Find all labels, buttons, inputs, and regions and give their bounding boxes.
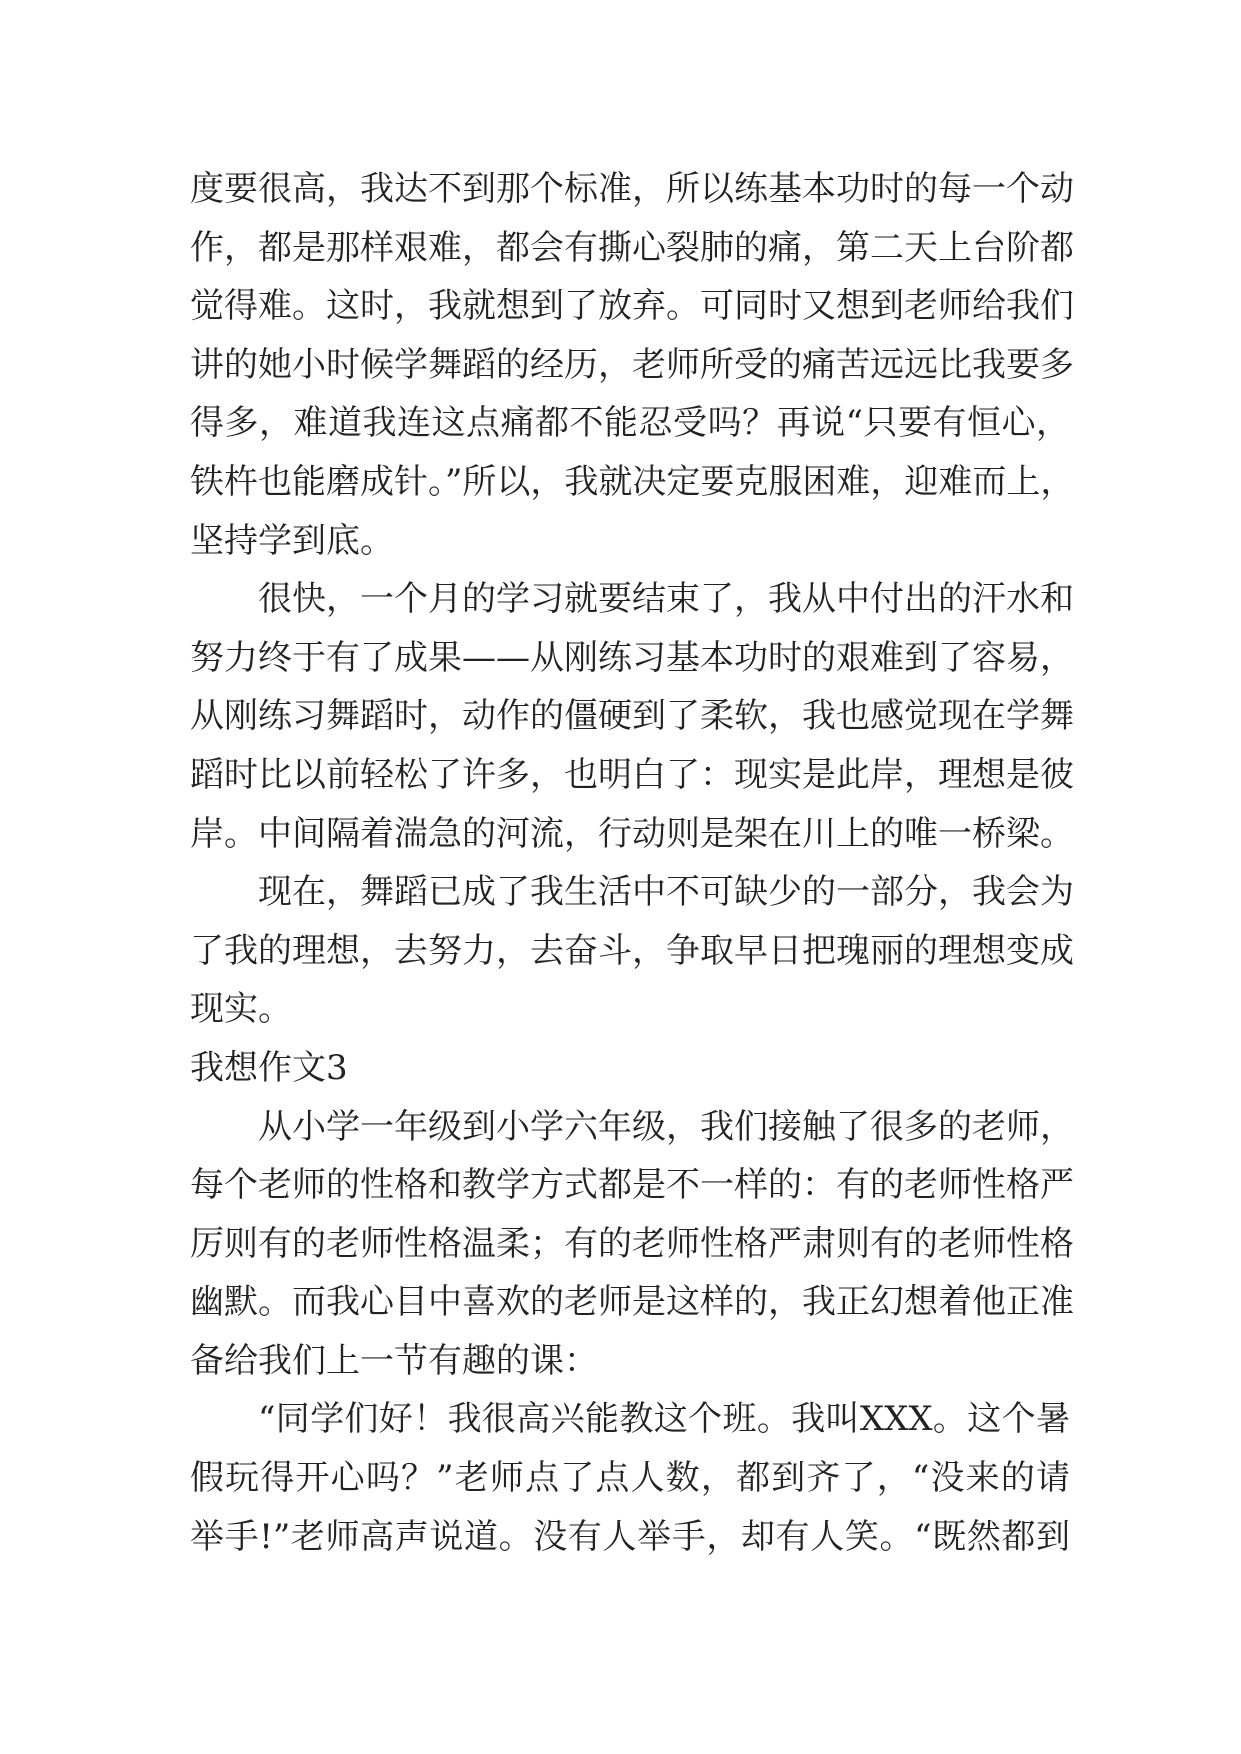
paragraph-first-line: 很快，一个月的学习就要结束了，我从中付出的汗水和 xyxy=(258,579,1074,620)
paragraph-last-line: 坚持学到底。 xyxy=(190,520,394,561)
text-line: 了我的理想，去努力，去奋斗，争取早日把瑰丽的理想变成 xyxy=(190,930,1074,971)
document-body xyxy=(190,160,1075,1566)
text-line: 铁杵也能磨成针。”所以，我就决定要克服困难，迎难而上， xyxy=(190,461,1075,502)
paragraph-last-line: 备给我们上一节有趣的课： xyxy=(190,1340,598,1381)
text-line: 厉则有的老师性格温柔；有的老师性格严肃则有的老师性格 xyxy=(190,1223,1074,1264)
paragraph-last-line: 现实。 xyxy=(190,989,292,1030)
text-line: 努力终于有了成果——从刚练习基本功时的艰难到了容易， xyxy=(190,637,1074,678)
paragraph-first-line: 现在，舞蹈已成了我生活中不可缺少的一部分，我会为 xyxy=(258,872,1074,913)
text-line: 蹈时比以前轻松了许多，也明白了：现实是此岸，理想是彼 xyxy=(190,754,1074,795)
paragraph-first-line: “同学们好！我很高兴能教这个班。我叫XXX。这个暑 xyxy=(258,1399,1070,1440)
text-line: 每个老师的性格和教学方式都是不一样的：有的老师性格严 xyxy=(190,1165,1074,1206)
text-line: 假玩得开心吗？”老师点了点人数，都到齐了，“没来的请 xyxy=(190,1458,1070,1499)
text-line: 度要很高，我达不到那个标准，所以练基本功时的每一个动 xyxy=(190,169,1074,209)
paragraph-first-line: 从小学一年级到小学六年级，我们接触了很多的老师， xyxy=(258,1106,1074,1147)
text-line: 得多，难道我连这点痛都不能忍受吗？再说“只要有恒心， xyxy=(190,403,1070,444)
text-line: 觉得难。这时，我就想到了放弃。可同时又想到老师给我们 xyxy=(190,286,1074,327)
text-line: 作，都是那样艰难，都会有撕心裂肺的痛，第二天上台阶都 xyxy=(190,227,1074,268)
text-line: 举手!”老师高声说道。没有人举手，却有人笑。“既然都到 xyxy=(190,1516,1070,1557)
text-line: 岸。中间隔着湍急的河流，行动则是架在川上的唯一桥梁。 xyxy=(190,813,1074,854)
text-line: 从刚练习舞蹈时，动作的僵硬到了柔软，我也感觉现在学舞 xyxy=(190,696,1074,737)
text-line: 幽默。而我心目中喜欢的老师是这样的，我正幻想着他正准 xyxy=(190,1282,1074,1323)
text-line: 讲的她小时候学舞蹈的经历，老师所受的痛苦远远比我要多 xyxy=(190,344,1074,385)
section-heading: 我想作文3 xyxy=(190,1047,348,1088)
